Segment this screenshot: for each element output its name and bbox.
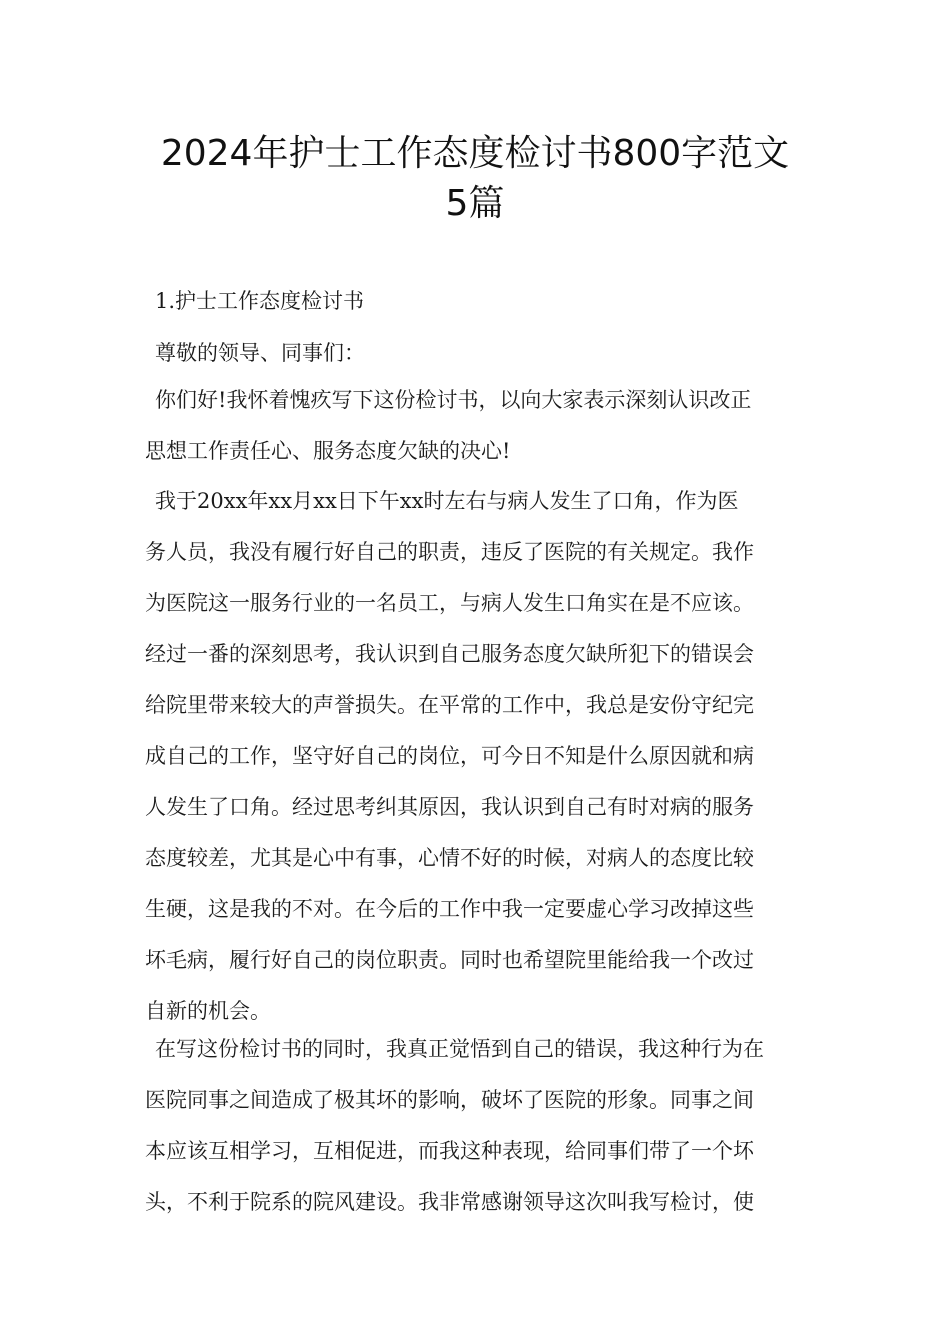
- paragraph-1: [145, 375, 810, 477]
- paragraph-3: [145, 1024, 810, 1228]
- paragraph-line: 医院同事之间造成了极其坏的影响，破坏了医院的形象。同事之间: [145, 1088, 754, 1112]
- paragraph-line: 本应该互相学习，互相促进，而我这种表现，给同事们带了一个坏: [145, 1139, 754, 1163]
- paragraph-line: 坏毛病，履行好自己的岗位职责。同时也希望院里能给我一个改过: [145, 948, 754, 972]
- paragraph-line: 人发生了口角。经过思考纠其原因，我认识到自己有时对病的服务: [145, 795, 754, 819]
- section-heading: 1.护士工作态度检讨书: [155, 289, 365, 313]
- paragraph-line: 经过一番的深刻思考，我认识到自己服务态度欠缺所犯下的错误会: [145, 642, 754, 666]
- paragraph-line: 给院里带来较大的声誉损失。在平常的工作中，我总是安份守纪完: [145, 693, 754, 717]
- document-title-line2: 5篇: [445, 183, 505, 224]
- salutation: 尊敬的领导、同事们：: [155, 341, 365, 365]
- paragraph-line: 思想工作责任心、服务态度欠缺的决心!: [145, 439, 511, 463]
- paragraph-line: 你们好!我怀着愧疚写下这份检讨书，以向大家表示深刻认识改正: [155, 388, 752, 412]
- document-title-line1: 2024年护士工作态度检讨书800字范文: [160, 133, 790, 174]
- paragraph-line: 成自己的工作，坚守好自己的岗位，可今日不知是什么原因就和病: [145, 744, 754, 768]
- paragraph-line: 在写这份检讨书的同时，我真正觉悟到自己的错误，我这种行为在: [155, 1037, 764, 1061]
- paragraph-2: [145, 476, 810, 1037]
- paragraph-line: 我于20xx年xx月xx日下午xx时左右与病人发生了口角，作为医: [155, 489, 739, 513]
- paragraph-line: 为医院这一服务行业的一名员工，与病人发生口角实在是不应该。: [145, 591, 754, 615]
- paragraph-line: 自新的机会。: [145, 999, 271, 1023]
- paragraph-line: 生硬，这是我的不对。在今后的工作中我一定要虚心学习改掉这些: [145, 897, 754, 921]
- paragraph-line: 头，不利于院系的院风建设。我非常感谢领导这次叫我写检讨，使: [145, 1190, 754, 1214]
- paragraph-line: 态度较差，尤其是心中有事，心情不好的时候，对病人的态度比较: [145, 846, 754, 870]
- paragraph-line: 务人员，我没有履行好自己的职责，违反了医院的有关规定。我作: [145, 540, 754, 564]
